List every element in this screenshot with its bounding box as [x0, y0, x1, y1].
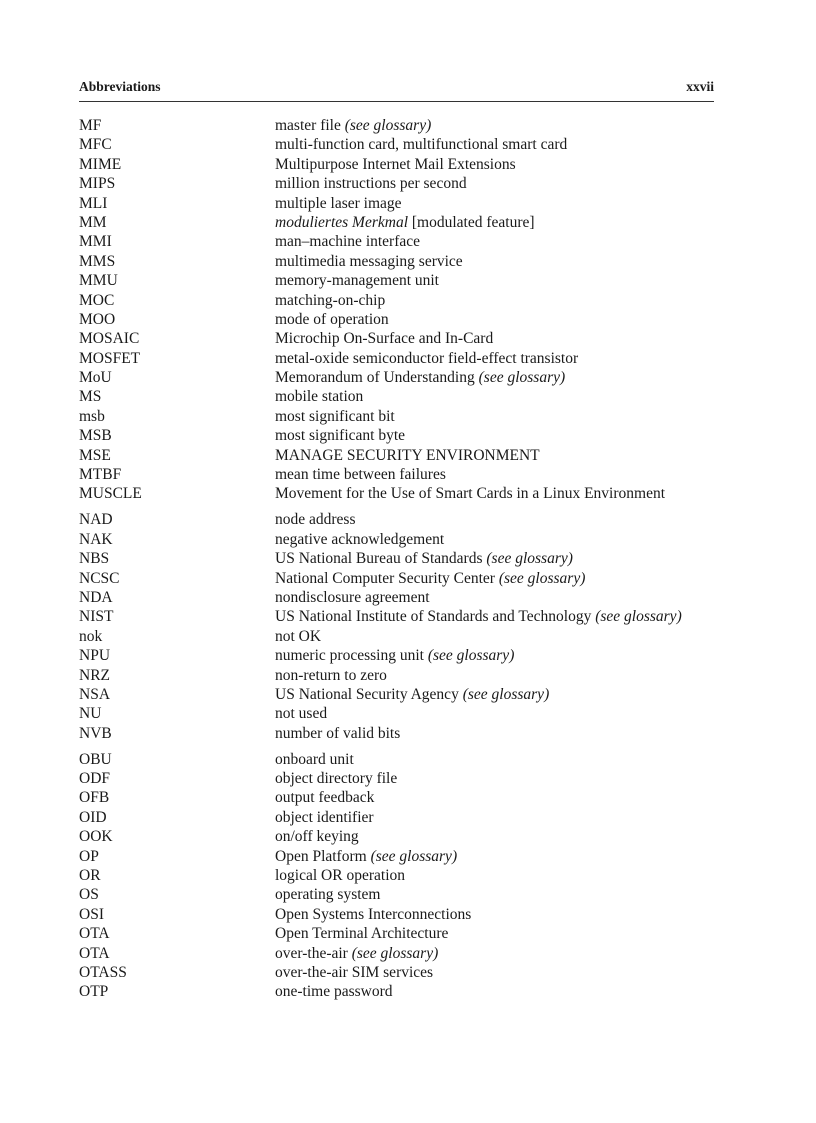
abbreviation-entry	[79, 310, 719, 329]
abbreviation-entry	[79, 924, 719, 943]
abbreviation-term: OTASS	[79, 963, 127, 981]
letter-group	[79, 116, 719, 504]
abbreviation-definition	[275, 627, 321, 646]
definition-text: onboard unit	[275, 750, 354, 768]
abbreviation-term: MIPS	[79, 175, 116, 193]
abbreviation-term: OTA	[79, 944, 110, 962]
abbreviation-term: NAK	[79, 530, 113, 548]
letter-group	[79, 510, 719, 743]
abbreviation-term: MTBF	[79, 466, 122, 484]
abbreviation-definition	[275, 808, 374, 827]
definition-italic-text: (see glossary)	[462, 685, 550, 703]
abbreviation-entry	[79, 963, 719, 982]
abbreviation-term: NVB	[79, 724, 112, 742]
abbreviation-definition	[275, 329, 493, 348]
definition-text: memory-management unit	[275, 272, 439, 290]
definition-text: matching-on-chip	[275, 291, 386, 309]
abbreviation-entry	[79, 252, 719, 271]
abbreviation-term: OOK	[79, 828, 113, 846]
abbreviation-entry	[79, 646, 719, 665]
abbreviation-entry	[79, 349, 719, 368]
definition-italic-text: (see glossary)	[486, 550, 573, 568]
definition-text: on/off keying	[275, 828, 359, 846]
abbreviation-definition	[275, 788, 374, 807]
definition-text: mean time between failures	[275, 466, 446, 484]
abbreviation-definition	[275, 252, 463, 271]
abbreviation-entry	[79, 271, 719, 290]
definition-text: most significant bit	[275, 407, 395, 425]
abbreviation-entry	[79, 329, 719, 348]
abbreviation-entry	[79, 465, 719, 484]
definition-text: output feedback	[275, 789, 375, 807]
abbreviation-term: nok	[79, 627, 103, 645]
abbreviation-entry	[79, 685, 719, 704]
definition-text: mobile station	[275, 388, 364, 406]
definition-text: logical OR operation	[275, 867, 405, 885]
abbreviation-definition	[275, 530, 444, 549]
abbreviation-entry	[79, 135, 719, 154]
definition-text: million instructions per second	[275, 175, 467, 193]
abbreviation-definition	[275, 446, 540, 465]
definition-text: one-time password	[275, 983, 393, 1001]
abbreviation-definition	[275, 607, 682, 626]
abbreviation-definition	[275, 135, 567, 154]
abbreviation-term: OP	[79, 847, 99, 865]
abbreviation-term: NU	[79, 705, 102, 723]
abbreviation-definition	[275, 866, 405, 885]
abbreviation-definition	[275, 963, 433, 982]
definition-text: most significant byte	[275, 427, 406, 445]
abbreviation-term: NRZ	[79, 666, 110, 684]
abbreviation-term: OTP	[79, 983, 109, 1001]
abbreviation-term: MoU	[79, 369, 112, 387]
definition-text: multiple laser image	[275, 194, 402, 212]
definition-text: master file	[275, 117, 345, 134]
abbreviation-definition	[275, 465, 446, 484]
abbreviation-definition	[275, 569, 585, 588]
abbreviation-term: NCSC	[79, 569, 120, 587]
abbreviation-entry	[79, 155, 719, 174]
abbreviation-term: NDA	[79, 588, 113, 606]
abbreviation-list	[79, 116, 719, 1002]
definition-text: metal-oxide semiconductor field-effect transistor	[275, 349, 579, 367]
abbreviation-entry	[79, 291, 719, 310]
abbreviation-entry	[79, 530, 719, 549]
abbreviation-definition	[275, 310, 389, 329]
abbreviation-term: MSE	[79, 446, 111, 464]
abbreviation-definition	[275, 724, 400, 743]
abbreviation-definition	[275, 174, 467, 193]
abbreviation-definition	[275, 769, 397, 788]
definition-italic-text: (see glossary)	[370, 847, 458, 865]
definition-text: Open Systems Interconnections	[275, 905, 472, 923]
abbreviation-definition	[275, 291, 385, 310]
definition-text: US National Institute of Standards and Technology	[275, 608, 596, 626]
abbreviation-definition	[275, 194, 402, 213]
abbreviation-term: OR	[79, 867, 101, 885]
definition-text: not OK	[275, 627, 322, 645]
definition-text: multimedia messaging service	[275, 252, 463, 270]
abbreviation-term: MMS	[79, 252, 116, 270]
abbreviation-entry	[79, 569, 719, 588]
definition-text: nondisclosure agreement	[275, 588, 430, 606]
page-number: xxvii	[686, 79, 714, 94]
abbreviation-definition	[275, 685, 549, 704]
abbreviation-entry	[79, 866, 719, 885]
definition-text: US National Security Agency	[275, 685, 463, 703]
definition-text: over-the-air	[275, 944, 352, 962]
definition-text: MANAGE SECURITY ENVIRONMENT	[275, 446, 540, 464]
definition-italic-text: (see glossary)	[351, 944, 439, 962]
abbreviation-definition	[275, 510, 356, 529]
abbreviation-entry	[79, 847, 719, 866]
abbreviation-entry	[79, 627, 719, 646]
abbreviation-entry	[79, 666, 719, 685]
header-title: Abbreviations	[79, 79, 161, 94]
abbreviation-term: NSA	[79, 685, 111, 703]
abbreviation-entry	[79, 588, 719, 607]
abbreviation-definition	[275, 155, 516, 174]
abbreviation-entry	[79, 194, 719, 213]
abbreviation-definition	[275, 666, 387, 685]
abbreviation-definition	[275, 368, 565, 387]
abbreviation-term: MUSCLE	[79, 485, 142, 503]
abbreviation-entry	[79, 704, 719, 723]
definition-text: US National Bureau of Standards	[275, 550, 487, 568]
abbreviation-term: OTA	[79, 925, 110, 943]
abbreviation-term: MIME	[79, 155, 122, 173]
definition-italic-text: (see glossary)	[478, 369, 566, 387]
definition-text: numeric processing unit	[275, 647, 428, 665]
abbreviation-entry	[79, 407, 719, 426]
definition-text: Multipurpose Internet Mail Extensions	[275, 155, 516, 173]
abbreviation-entry	[79, 944, 719, 963]
abbreviation-term: OSI	[79, 905, 104, 923]
definition-text: Microchip On-Surface and In-Card	[275, 330, 494, 348]
abbreviation-definition	[275, 750, 354, 769]
abbreviation-entry	[79, 426, 719, 445]
abbreviation-term: OBU	[79, 750, 112, 768]
definition-italic-text: (see glossary)	[427, 647, 515, 665]
abbreviation-entry	[79, 905, 719, 924]
abbreviation-definition	[275, 924, 448, 943]
definition-italic-text: (see glossary)	[595, 608, 682, 626]
abbreviation-term: MOC	[79, 291, 115, 309]
abbreviation-definition	[275, 484, 665, 503]
abbreviation-entry	[79, 982, 719, 1001]
abbreviation-definition	[275, 549, 573, 568]
abbreviation-entry	[79, 446, 719, 465]
abbreviation-term: OS	[79, 886, 99, 904]
abbreviation-entry	[79, 827, 719, 846]
abbreviation-term: MMU	[79, 272, 118, 290]
abbreviation-entry	[79, 750, 719, 769]
abbreviation-entry	[79, 607, 719, 626]
abbreviation-entry	[79, 549, 719, 568]
abbreviation-entry	[79, 724, 719, 743]
abbreviation-term: MFC	[79, 136, 112, 154]
abbreviation-definition	[275, 646, 514, 665]
abbreviation-term: NBS	[79, 550, 110, 568]
definition-text: man–machine interface	[275, 233, 421, 251]
abbreviation-entry	[79, 387, 719, 406]
abbreviation-definition	[275, 426, 405, 445]
abbreviation-entry	[79, 368, 719, 387]
definition-text: Movement for the Use of Smart Cards in a Linux Environment	[275, 485, 666, 503]
abbreviation-definition	[275, 232, 420, 251]
abbreviation-term: NPU	[79, 647, 111, 665]
letter-group	[79, 750, 719, 1002]
abbreviation-definition	[275, 827, 359, 846]
definition-italic-text: moduliertes Merkmal	[275, 213, 409, 231]
definition-text: Open Terminal Architecture	[275, 925, 449, 943]
abbreviation-term: MMI	[79, 233, 112, 251]
abbreviation-entry	[79, 788, 719, 807]
definition-text: negative acknowledgement	[275, 530, 445, 548]
abbreviation-definition	[275, 387, 363, 406]
abbreviation-definition	[275, 407, 395, 426]
abbreviation-term: MLI	[79, 194, 108, 212]
abbreviation-term: MSB	[79, 427, 112, 445]
abbreviation-definition	[275, 704, 327, 723]
definition-italic-text: (see glossary)	[344, 117, 432, 134]
definition-text: number of valid bits	[275, 724, 401, 742]
abbreviation-term: ODF	[79, 770, 111, 788]
abbreviation-term: MF	[79, 117, 102, 134]
abbreviation-term: NAD	[79, 511, 113, 529]
definition-text: not used	[275, 705, 328, 723]
abbreviation-term: msb	[79, 407, 105, 425]
abbreviation-term: MM	[79, 213, 107, 231]
abbreviation-entry	[79, 510, 719, 529]
abbreviation-definition	[275, 847, 457, 866]
abbreviation-entry	[79, 769, 719, 788]
abbreviation-entry	[79, 885, 719, 904]
definition-text: operating system	[275, 886, 381, 904]
abbreviation-term: MOSAIC	[79, 330, 140, 348]
abbreviation-entry	[79, 232, 719, 251]
abbreviation-term: NIST	[79, 608, 114, 626]
abbreviation-entry	[79, 213, 719, 232]
definition-text: non-return to zero	[275, 666, 387, 684]
abbreviation-term: OFB	[79, 789, 110, 807]
definition-text: multi-function card, multifunctional smart card	[275, 136, 568, 154]
definition-text: Open Platform	[275, 847, 371, 865]
abbreviation-definition	[275, 271, 439, 290]
definition-text: Memorandum of Understanding	[275, 369, 479, 387]
definition-text: over-the-air SIM services	[275, 963, 434, 981]
abbreviation-definition	[275, 944, 438, 963]
abbreviation-entry	[79, 484, 719, 503]
abbreviation-definition	[275, 116, 431, 135]
abbreviation-definition	[275, 885, 380, 904]
abbreviation-definition	[275, 349, 578, 368]
definition-text: object directory file	[275, 770, 398, 788]
abbreviation-definition	[275, 588, 430, 607]
abbreviation-definition	[275, 905, 471, 924]
abbreviation-term: MOO	[79, 310, 116, 328]
abbreviation-definition	[275, 982, 393, 1001]
definition-text: object identifier	[275, 808, 374, 826]
definition-text: mode of operation	[275, 310, 389, 328]
abbreviation-entry	[79, 116, 719, 135]
abbreviation-term: OID	[79, 808, 107, 826]
definition-text: [modulated feature]	[408, 213, 535, 231]
abbreviation-term: MOSFET	[79, 349, 141, 367]
running-header	[79, 79, 714, 102]
abbreviation-definition	[275, 213, 535, 232]
abbreviation-term: MS	[79, 388, 102, 406]
abbreviation-entry	[79, 808, 719, 827]
definition-text: node address	[275, 511, 356, 529]
definition-italic-text: (see glossary)	[498, 569, 586, 587]
abbreviation-entry	[79, 174, 719, 193]
definition-text: National Computer Security Center	[275, 569, 499, 587]
